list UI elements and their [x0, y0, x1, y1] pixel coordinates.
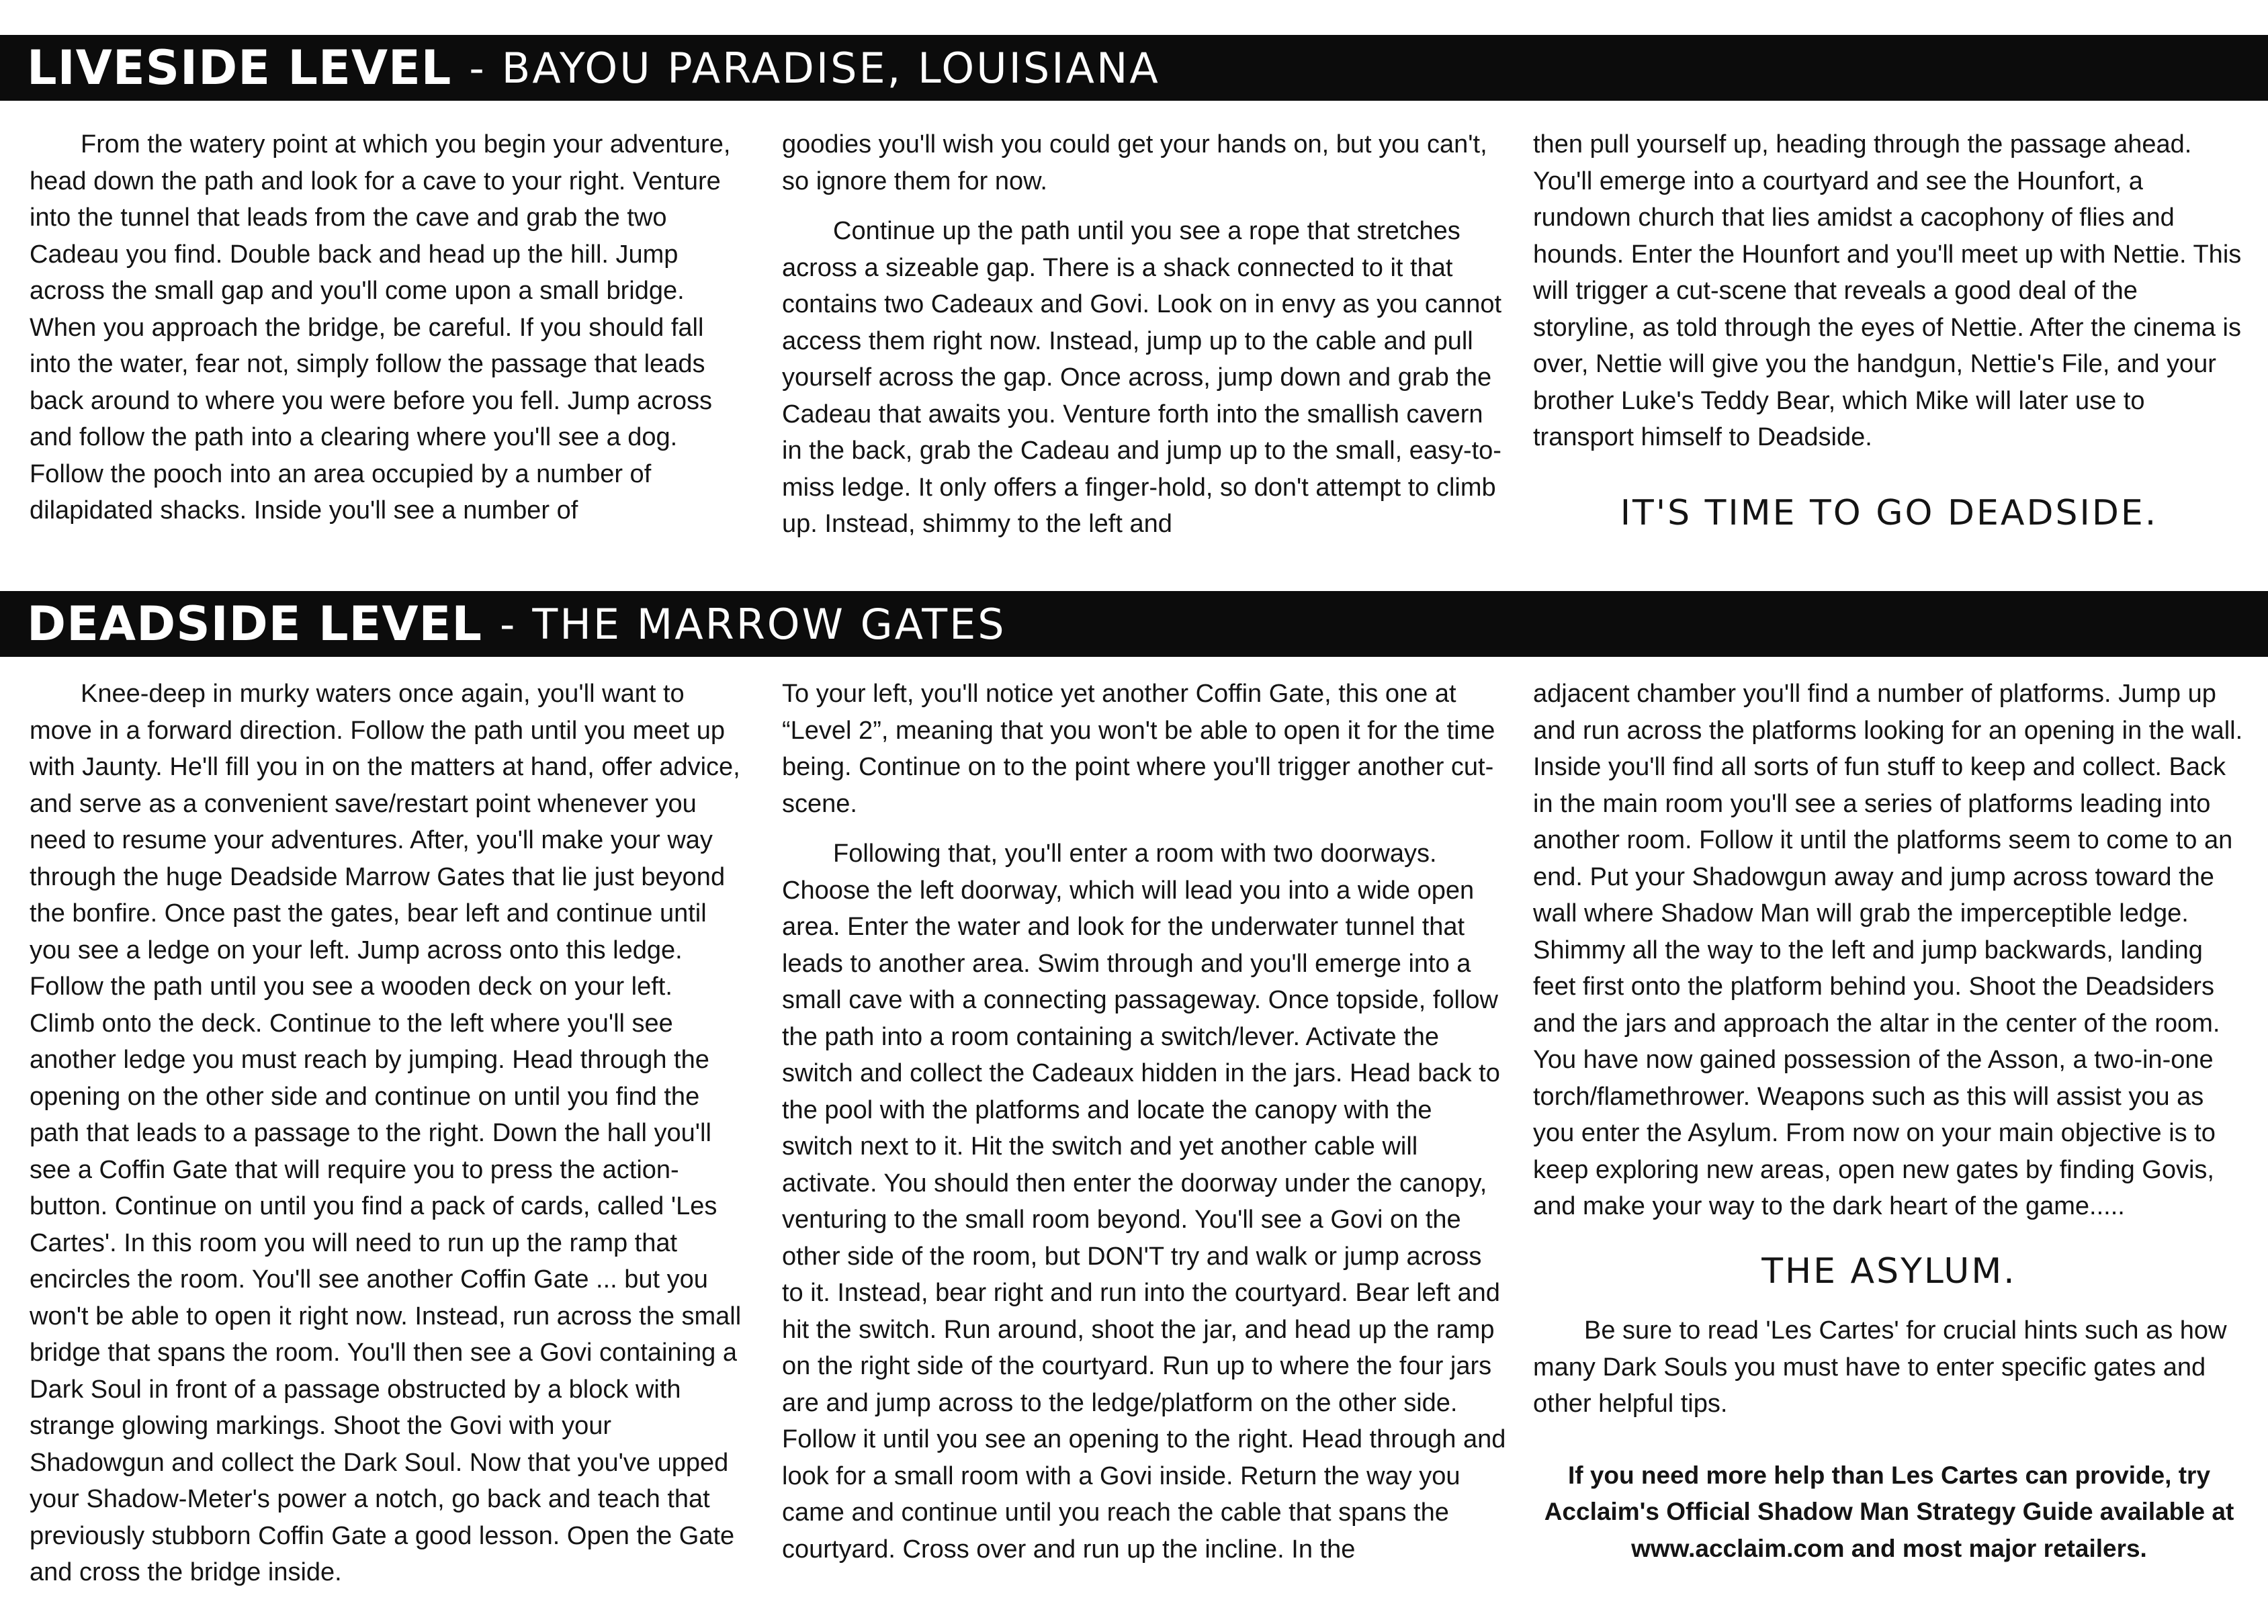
- acclaim-url: www.acclaim.com: [1631, 1534, 1845, 1562]
- paragraph: goodies you'll wish you could get your hands on, but you can't, so ignore them for now.: [782, 130, 1487, 195]
- liveside-heading: LIVESIDE LEVEL: [27, 40, 452, 95]
- tips-paragraph: Be sure to read 'Les Cartes' for crucial hints such as how many Dark Souls you must have to enter specific gates and other helpful tips.: [1533, 1316, 2227, 1418]
- liveside-column-2: [782, 126, 1508, 556]
- deadside-banner: [0, 591, 2268, 657]
- liveside-heading-dash: -: [469, 43, 484, 93]
- paragraph: From the watery point at which you begin your adventure, head down the path and look for a cave to your right. Venture into the tunnel that leads from the cave and grab the two Cadeau you find. Double back and head up the hill. Jump across the small gap and you'll come upon a small bridge. When you approach the bridge, be careful. If you should fall into the water, fear not, simply follow the passage that leads back around to where you were before you fell. Jump across and follow the path into a clearing where you'll see a dog. Follow the pooch into an area occupied by a number of dilapidated shacks. Inside you'll see a number of: [30, 130, 731, 525]
- help-line-2: Acclaim's Official Shadow Man Strategy Guide available at: [1544, 1498, 2234, 1525]
- paragraph: Following that, you'll enter a room with two doorways. Choose the left doorway, which will lead you into a wide open area. Enter the water and look for the underwater tunnel that leads to another area. Swim through and you'll emerge into a small cave with a connecting passageway. Once topside, follow the path into a room containing a switch/lever. Activate the switch and collect the Cadeaux hidden in the jars. Head back to the pool with the platforms and locate the canopy with the switch next to it. Hit the switch and yet another cable will activate. You should then enter the doorway under the canopy, venturing to the small room beyond. You'll see a Govi on the other side of the room, but DON'T try and walk or jump across to it. Instead, bear right and run into the courtyard. Bear left and hit the switch. Run around, shoot the jar, and head up the ramp on the right side of the courtyard. Run up to where the four jars are and jump across to the ledge/platform on the other side. Follow it until you see an opening to the right. Head through and look for a small room with a Govi inside. Return the way you came and continue until you reach the cable that spans the courtyard. Cross over and run up the incline. In the: [782, 840, 1506, 1564]
- deadside-column-2: [782, 676, 1508, 1581]
- deadside-heading: DEADSIDE LEVEL: [27, 596, 482, 651]
- callout-go-deadside: IT'S TIME TO GO DEADSIDE.: [1620, 492, 2158, 533]
- paragraph: adjacent chamber you'll find a number of platforms. Jump up and run across the platforms looking for an opening in the wall. Inside you'll find all sorts of fun stuff to keep and collect. Back in the main room you'll see a series of platforms leading into another room. Follow it until the platforms seem to come to an end. Put your Shadowgun away and jump across toward the wall where Shadow Man will grab the imperceptible ledge. Shimmy all the way to the left and jump backwards, landing feet first onto the platform behind you. Shoot the Deadsiders and the jars and approach the altar in the center of the room. You have now gained possession of the Asson, a two-in-one torch/flamethrower. Weapons such as this will assist you as you enter the Asylum. From now on your main objective is to keep exploring new areas, open new gates by finding Govis, and make your way to the dark heart of the game.....: [1533, 680, 2243, 1220]
- paragraph: then pull yourself up, heading through the passage ahead. You'll emerge into a courtyard and see the Hounfort, a rundown church that lies amidst a cacophony of flies and hounds. Enter the Hounfort and you'll meet up with Nettie. This will trigger a cut-scene that reveals a good deal of the storyline, as told through the eyes of Nettie. After the cinema is over, Nettie will give you the handgun, Nettie's File, and your brother Luke's Teddy Bear, which Mike will later use to transport himself to Deadside.: [1533, 130, 2242, 451]
- help-line-1: If you need more help than Les Cartes can provide, try: [1567, 1461, 2211, 1489]
- deadside-column-3: [1533, 676, 2245, 1580]
- deadside-column-1: [30, 676, 742, 1605]
- callout-asylum: THE ASYLUM.: [1761, 1251, 2017, 1292]
- liveside-location: BAYOU PARADISE, LOUISIANA: [501, 43, 1160, 93]
- deadside-location: THE MARROW GATES: [532, 599, 1006, 649]
- paragraph: Knee-deep in murky waters once again, you'll want to move in a forward direction. Follow the path until you meet up with Jaunty. He'll fill you in on the matters at hand, offer advice, and serve as a convenient save/restart point whenever you need to resume your adventures. After, you'll make your way through the huge Deadside Marrow Gates that lie just beyond the bonfire. Once past the gates, bear left and continue until you see a ledge on your left. Jump across onto this ledge. Follow the path until you see a wooden deck on your left. Climb onto the deck. Continue to the left where you'll see another ledge you must reach by jumping. Head through the opening on the other side and continue on until you find the path that leads to a passage to the right. Down the hall you'll see a Coffin Gate that will require you to press the action-button. Continue on until you find a pack of cards, called 'Les Cartes'. In this room you will need to run up the ramp that encircles the room. You'll see another Coffin Gate ... but you won't be able to open it right now. Instead, run across the small bridge that spans the room. You'll then see a Govi containing a Dark Soul in front of a passage obstructed by a block with strange glowing markings. Shoot the Govi with your Shadowgun and collect the Dark Soul. Now that you've upped your Shadow-Meter's power a notch, go back and teach that previously stubborn Coffin Gate a good lesson. Open the Gate and cross the bridge inside.: [30, 680, 742, 1586]
- deadside-heading-dash: -: [499, 599, 515, 649]
- strategy-guide-note: [1533, 1457, 2245, 1568]
- paragraph: To your left, you'll notice yet another Coffin Gate, this one at “Level 2”, meaning that you won't be able to open it for the time being. Continue on to the point where you'll trigger another cut-scene.: [782, 680, 1495, 818]
- paragraph: Continue up the path until you see a rope that stretches across a sizeable gap. There is a shack connected to it that contains two Cadeaux and Govi. Look on in envy as you cannot access them right now. Instead, jump up to the cable and pull yourself across the gap. Once across, jump down and grab the Cadeau that awaits you. Venture forth into the smallish cavern in the back, grab the Cadeau and jump up to the small, easy-to-miss ledge. It only offers a finger-hold, so don't attempt to climb up. Instead, shimmy to the left and: [782, 217, 1502, 538]
- liveside-column-3: [1533, 126, 2245, 531]
- liveside-banner: [0, 35, 2268, 101]
- help-line-3: and most major retailers.: [1844, 1534, 2147, 1562]
- liveside-column-1: [30, 126, 742, 543]
